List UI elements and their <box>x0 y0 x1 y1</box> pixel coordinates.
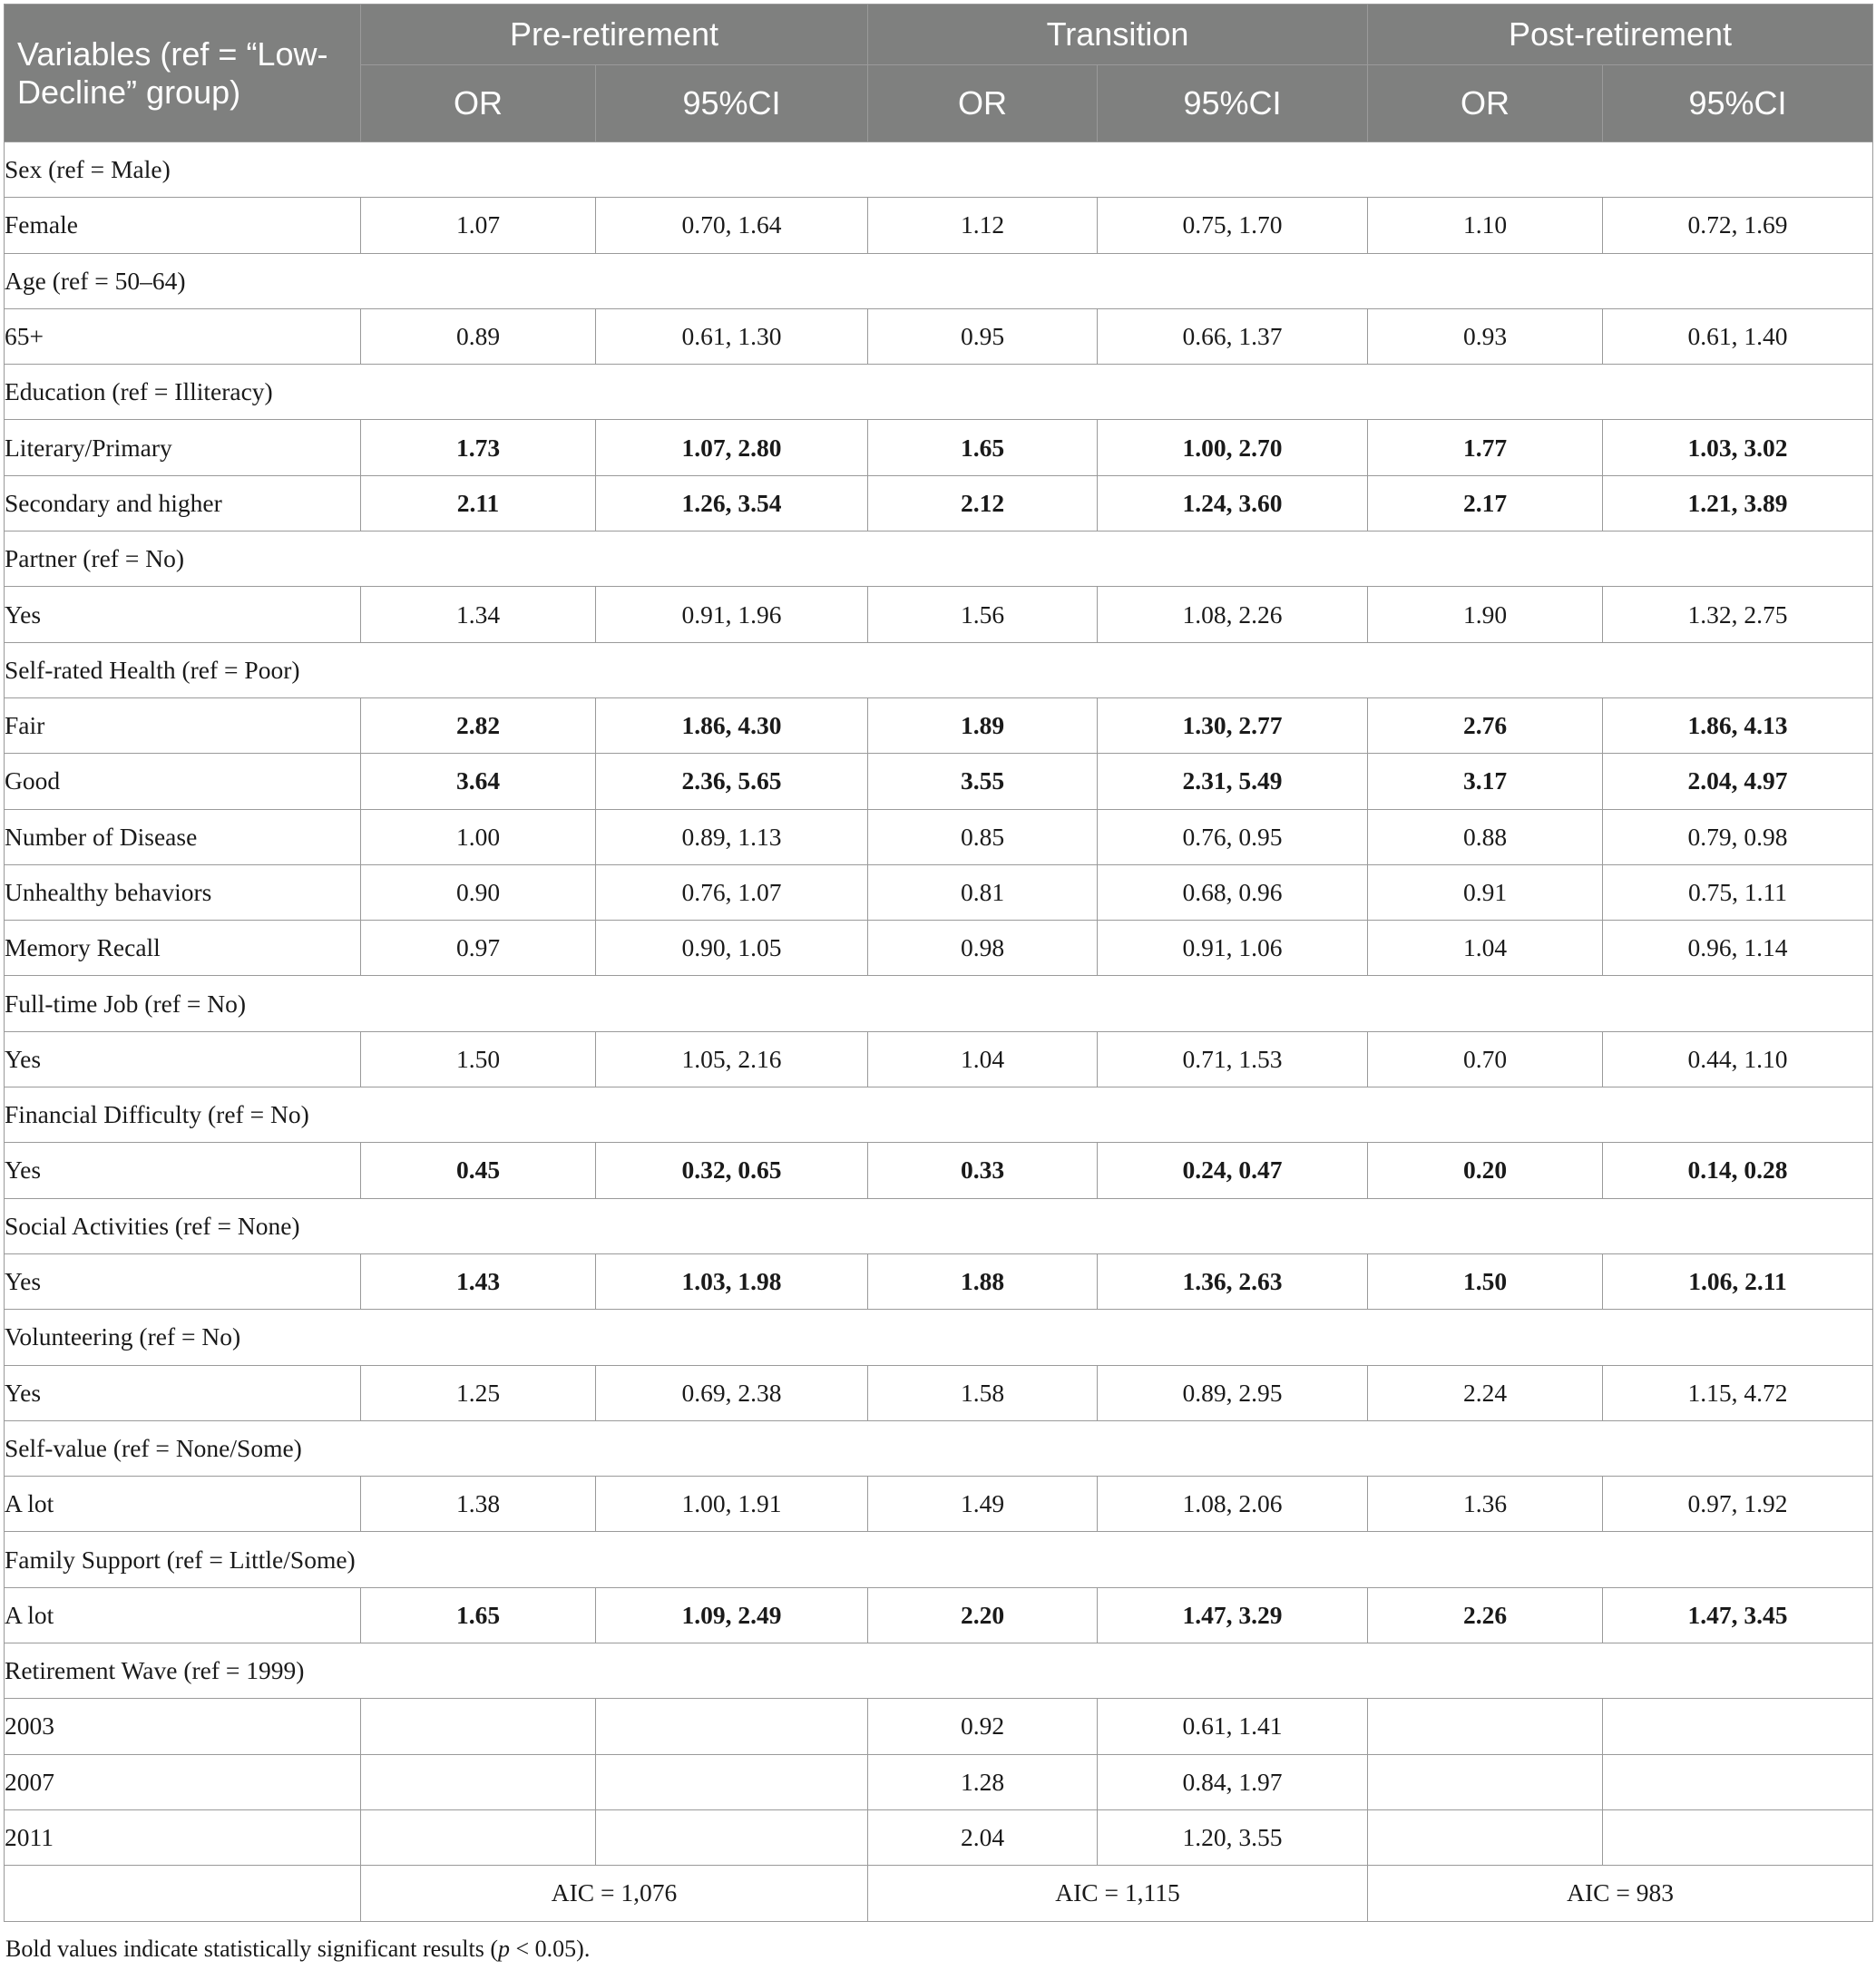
empty-cell <box>596 142 868 198</box>
or-value: 1.65 <box>361 1587 596 1643</box>
empty-cell <box>1603 1420 1873 1476</box>
ci-header: 95%CI <box>1603 65 1873 142</box>
or-value <box>361 1699 596 1754</box>
empty-cell <box>1368 142 1603 198</box>
category-label: Partner (ref = No) <box>5 532 361 587</box>
empty-cell <box>596 642 868 697</box>
row-label: 2007 <box>5 1754 361 1809</box>
or-value: 1.36 <box>1368 1477 1603 1532</box>
row-label: Yes <box>5 1365 361 1420</box>
empty-cell <box>361 1310 596 1365</box>
ci-value: 1.21, 3.89 <box>1603 475 1873 531</box>
ci-value: 0.70, 1.64 <box>596 198 868 253</box>
or-value: 1.28 <box>868 1754 1098 1809</box>
ci-value <box>596 1809 868 1865</box>
table-row <box>5 697 1873 753</box>
empty-cell <box>1368 642 1603 697</box>
ci-value: 0.76, 1.07 <box>596 864 868 920</box>
or-value: 1.65 <box>868 420 1098 475</box>
aic-row <box>5 1866 1873 1921</box>
category-row <box>5 532 1873 587</box>
empty-cell <box>361 642 596 697</box>
ci-value: 0.89, 1.13 <box>596 809 868 864</box>
ci-value: 1.03, 1.98 <box>596 1253 868 1309</box>
empty-cell <box>361 1087 596 1143</box>
or-value: 0.92 <box>868 1699 1098 1754</box>
ci-value <box>1603 1809 1873 1865</box>
or-value: 1.50 <box>1368 1253 1603 1309</box>
category-label: Sex (ref = Male) <box>5 142 361 198</box>
table-row <box>5 1587 1873 1643</box>
or-value: 1.90 <box>1368 587 1603 642</box>
ci-value <box>596 1754 868 1809</box>
ci-value: 0.76, 0.95 <box>1098 809 1368 864</box>
empty-cell <box>596 1087 868 1143</box>
empty-cell <box>1098 1532 1368 1587</box>
table-row <box>5 420 1873 475</box>
table-row <box>5 1143 1873 1198</box>
or-value: 3.17 <box>1368 754 1603 809</box>
empty-cell <box>868 1310 1098 1365</box>
or-value: 1.88 <box>868 1253 1098 1309</box>
or-value: 1.38 <box>361 1477 596 1532</box>
or-value: 1.04 <box>1368 921 1603 976</box>
category-row <box>5 253 1873 308</box>
empty-cell <box>1603 253 1873 308</box>
or-value: 2.04 <box>868 1809 1098 1865</box>
ci-value <box>1603 1754 1873 1809</box>
or-value: 0.89 <box>361 308 596 364</box>
category-label: Self-value (ref = None/Some) <box>5 1420 361 1476</box>
ci-header: 95%CI <box>1098 65 1368 142</box>
row-label: Yes <box>5 587 361 642</box>
or-value: 0.93 <box>1368 308 1603 364</box>
or-value: 3.55 <box>868 754 1098 809</box>
or-value: 0.98 <box>868 921 1098 976</box>
aic-post-retirement: AIC = 983 <box>1368 1866 1873 1921</box>
empty-cell <box>1603 365 1873 420</box>
ci-value: 0.79, 0.98 <box>1603 809 1873 864</box>
or-value: 1.58 <box>868 1365 1098 1420</box>
ci-value: 0.75, 1.11 <box>1603 864 1873 920</box>
row-label: 2011 <box>5 1809 361 1865</box>
or-value: 1.73 <box>361 420 596 475</box>
empty-cell <box>868 1420 1098 1476</box>
table-row <box>5 1699 1873 1754</box>
table-row <box>5 198 1873 253</box>
ci-value: 1.47, 3.29 <box>1098 1587 1368 1643</box>
row-label: Literary/Primary <box>5 420 361 475</box>
empty-cell <box>868 142 1098 198</box>
category-label: Social Activities (ref = None) <box>5 1198 361 1253</box>
ci-value: 0.91, 1.96 <box>596 587 868 642</box>
category-label: Full-time Job (ref = No) <box>5 976 361 1031</box>
ci-value: 1.00, 1.91 <box>596 1477 868 1532</box>
empty-cell <box>361 532 596 587</box>
empty-cell <box>596 253 868 308</box>
empty-cell <box>1098 1310 1368 1365</box>
or-header: OR <box>868 65 1098 142</box>
empty-cell <box>868 253 1098 308</box>
category-row <box>5 142 1873 198</box>
ci-value: 1.86, 4.30 <box>596 697 868 753</box>
empty-cell <box>1098 142 1368 198</box>
empty-cell <box>1098 253 1368 308</box>
empty-cell <box>868 1643 1098 1699</box>
or-value: 0.85 <box>868 809 1098 864</box>
row-label: 65+ <box>5 308 361 364</box>
empty-cell <box>1368 1532 1603 1587</box>
row-label: 2003 <box>5 1699 361 1754</box>
table-row <box>5 1809 1873 1865</box>
row-label: Good <box>5 754 361 809</box>
or-value: 0.91 <box>1368 864 1603 920</box>
or-header: OR <box>1368 65 1603 142</box>
empty-cell <box>1368 1198 1603 1253</box>
ci-value: 0.14, 0.28 <box>1603 1143 1873 1198</box>
or-value: 1.77 <box>1368 420 1603 475</box>
or-value <box>361 1754 596 1809</box>
ci-value <box>1603 1699 1873 1754</box>
ci-value: 1.03, 3.02 <box>1603 420 1873 475</box>
ci-value: 0.68, 0.96 <box>1098 864 1368 920</box>
empty-cell <box>361 253 596 308</box>
ci-value <box>596 1699 868 1754</box>
category-row <box>5 1420 1873 1476</box>
category-row <box>5 976 1873 1031</box>
group-header-post-retirement: Post-retirement <box>1368 5 1873 65</box>
or-value: 0.45 <box>361 1143 596 1198</box>
category-row <box>5 642 1873 697</box>
or-value <box>1368 1754 1603 1809</box>
table-row <box>5 864 1873 920</box>
ci-value: 0.97, 1.92 <box>1603 1477 1873 1532</box>
ci-value: 2.04, 4.97 <box>1603 754 1873 809</box>
empty-cell <box>596 365 868 420</box>
or-value: 2.17 <box>1368 475 1603 531</box>
or-value: 0.95 <box>868 308 1098 364</box>
category-row <box>5 1198 1873 1253</box>
ci-value: 1.20, 3.55 <box>1098 1809 1368 1865</box>
group-header-transition: Transition <box>868 5 1368 65</box>
or-value: 1.10 <box>1368 198 1603 253</box>
table-row <box>5 1031 1873 1087</box>
or-value: 0.90 <box>361 864 596 920</box>
ci-value: 0.61, 1.41 <box>1098 1699 1368 1754</box>
table-body <box>5 142 1873 1922</box>
ci-value: 0.61, 1.30 <box>596 308 868 364</box>
ci-value: 1.00, 2.70 <box>1098 420 1368 475</box>
ci-value: 0.72, 1.69 <box>1603 198 1873 253</box>
ci-value: 0.61, 1.40 <box>1603 308 1873 364</box>
table-row <box>5 587 1873 642</box>
ci-value: 1.36, 2.63 <box>1098 1253 1368 1309</box>
empty-cell <box>868 976 1098 1031</box>
row-label: Memory Recall <box>5 921 361 976</box>
empty-cell <box>1098 1420 1368 1476</box>
empty-cell <box>1603 532 1873 587</box>
category-label: Family Support (ref = Little/Some) <box>5 1532 361 1587</box>
empty-cell <box>596 1198 868 1253</box>
table-row <box>5 754 1873 809</box>
empty-cell <box>1368 976 1603 1031</box>
empty-cell <box>1603 1532 1873 1587</box>
empty-cell <box>1098 532 1368 587</box>
or-value <box>1368 1699 1603 1754</box>
category-label: Age (ref = 50–64) <box>5 253 361 308</box>
category-row <box>5 1532 1873 1587</box>
empty-cell <box>596 1643 868 1699</box>
row-label: Female <box>5 198 361 253</box>
empty-cell <box>361 1420 596 1476</box>
or-value <box>1368 1809 1603 1865</box>
empty-cell <box>1603 1198 1873 1253</box>
empty-cell <box>1368 253 1603 308</box>
variables-header: Variables (ref = “Low-Decline” group) <box>5 5 361 142</box>
aic-label-cell <box>5 1866 361 1921</box>
ci-value: 1.06, 2.11 <box>1603 1253 1873 1309</box>
category-row <box>5 365 1873 420</box>
or-value: 2.11 <box>361 475 596 531</box>
empty-cell <box>596 532 868 587</box>
empty-cell <box>596 1420 868 1476</box>
ci-value: 2.31, 5.49 <box>1098 754 1368 809</box>
ci-value: 1.30, 2.77 <box>1098 697 1368 753</box>
or-value: 1.00 <box>361 809 596 864</box>
empty-cell <box>361 365 596 420</box>
ci-value: 0.44, 1.10 <box>1603 1031 1873 1087</box>
or-value: 1.56 <box>868 587 1098 642</box>
empty-cell <box>1098 1198 1368 1253</box>
ci-value: 0.90, 1.05 <box>596 921 868 976</box>
row-label: Number of Disease <box>5 809 361 864</box>
empty-cell <box>1368 532 1603 587</box>
or-value: 1.49 <box>868 1477 1098 1532</box>
empty-cell <box>596 976 868 1031</box>
empty-cell <box>1098 1643 1368 1699</box>
empty-cell <box>868 365 1098 420</box>
category-label: Retirement Wave (ref = 1999) <box>5 1643 361 1699</box>
or-value: 1.12 <box>868 198 1098 253</box>
category-row <box>5 1087 1873 1143</box>
empty-cell <box>1368 1643 1603 1699</box>
ci-value: 0.96, 1.14 <box>1603 921 1873 976</box>
table-row <box>5 1477 1873 1532</box>
empty-cell <box>596 1310 868 1365</box>
ci-value: 0.69, 2.38 <box>596 1365 868 1420</box>
ci-value: 0.91, 1.06 <box>1098 921 1368 976</box>
ci-value: 1.07, 2.80 <box>596 420 868 475</box>
empty-cell <box>868 1087 1098 1143</box>
or-value: 1.25 <box>361 1365 596 1420</box>
ci-value: 1.47, 3.45 <box>1603 1587 1873 1643</box>
or-value: 2.26 <box>1368 1587 1603 1643</box>
table-row <box>5 1365 1873 1420</box>
empty-cell <box>868 1532 1098 1587</box>
empty-cell <box>1603 976 1873 1031</box>
ci-value: 1.09, 2.49 <box>596 1587 868 1643</box>
empty-cell <box>1368 1087 1603 1143</box>
empty-cell <box>596 1532 868 1587</box>
or-value: 0.20 <box>1368 1143 1603 1198</box>
empty-cell <box>1098 1087 1368 1143</box>
empty-cell <box>361 1198 596 1253</box>
or-value: 0.70 <box>1368 1031 1603 1087</box>
table-row <box>5 809 1873 864</box>
ci-header: 95%CI <box>596 65 868 142</box>
empty-cell <box>361 976 596 1031</box>
footnote-p-symbol: p <box>498 1936 510 1962</box>
or-value: 0.33 <box>868 1143 1098 1198</box>
row-label: Fair <box>5 697 361 753</box>
table-row <box>5 1754 1873 1809</box>
ci-value: 1.08, 2.06 <box>1098 1477 1368 1532</box>
empty-cell <box>1603 142 1873 198</box>
empty-cell <box>361 142 596 198</box>
category-label: Self-rated Health (ref = Poor) <box>5 642 361 697</box>
or-value: 0.81 <box>868 864 1098 920</box>
ci-value: 1.05, 2.16 <box>596 1031 868 1087</box>
row-label: A lot <box>5 1477 361 1532</box>
or-value <box>361 1809 596 1865</box>
or-value: 1.43 <box>361 1253 596 1309</box>
row-label: Unhealthy behaviors <box>5 864 361 920</box>
or-value: 2.82 <box>361 697 596 753</box>
empty-cell <box>1603 642 1873 697</box>
empty-cell <box>868 642 1098 697</box>
table-row <box>5 308 1873 364</box>
ci-value: 1.08, 2.26 <box>1098 587 1368 642</box>
aic-transition: AIC = 1,115 <box>868 1866 1368 1921</box>
or-value: 2.76 <box>1368 697 1603 753</box>
category-label: Volunteering (ref = No) <box>5 1310 361 1365</box>
footnote-threshold: < 0.05). <box>510 1936 591 1962</box>
or-value: 1.04 <box>868 1031 1098 1087</box>
ci-value: 2.36, 5.65 <box>596 754 868 809</box>
ci-value: 1.24, 3.60 <box>1098 475 1368 531</box>
empty-cell <box>1368 365 1603 420</box>
empty-cell <box>1098 642 1368 697</box>
or-value: 0.97 <box>361 921 596 976</box>
ci-value: 0.66, 1.37 <box>1098 308 1368 364</box>
or-value: 2.20 <box>868 1587 1098 1643</box>
ci-value: 0.84, 1.97 <box>1098 1754 1368 1809</box>
table-row <box>5 921 1873 976</box>
table-footnote <box>5 1936 590 1963</box>
or-value: 1.50 <box>361 1031 596 1087</box>
ci-value: 0.24, 0.47 <box>1098 1143 1368 1198</box>
ci-value: 1.32, 2.75 <box>1603 587 1873 642</box>
row-label: Yes <box>5 1143 361 1198</box>
row-label: Yes <box>5 1253 361 1309</box>
empty-cell <box>361 1643 596 1699</box>
category-label: Financial Difficulty (ref = No) <box>5 1087 361 1143</box>
empty-cell <box>361 1532 596 1587</box>
empty-cell <box>1368 1420 1603 1476</box>
or-value: 1.34 <box>361 587 596 642</box>
ci-value: 1.15, 4.72 <box>1603 1365 1873 1420</box>
category-row <box>5 1310 1873 1365</box>
row-label: Yes <box>5 1031 361 1087</box>
or-value: 1.07 <box>361 198 596 253</box>
empty-cell <box>1603 1310 1873 1365</box>
or-value: 1.89 <box>868 697 1098 753</box>
empty-cell <box>868 532 1098 587</box>
empty-cell <box>1098 976 1368 1031</box>
category-row <box>5 1643 1873 1699</box>
category-label: Education (ref = Illiteracy) <box>5 365 361 420</box>
or-header: OR <box>361 65 596 142</box>
empty-cell <box>1603 1087 1873 1143</box>
row-label: Secondary and higher <box>5 475 361 531</box>
ci-value: 1.86, 4.13 <box>1603 697 1873 753</box>
ci-value: 0.89, 2.95 <box>1098 1365 1368 1420</box>
ci-value: 0.32, 0.65 <box>596 1143 868 1198</box>
table-row <box>5 1253 1873 1309</box>
row-label: A lot <box>5 1587 361 1643</box>
empty-cell <box>1603 1643 1873 1699</box>
empty-cell <box>868 1198 1098 1253</box>
or-value: 2.12 <box>868 475 1098 531</box>
or-value: 2.24 <box>1368 1365 1603 1420</box>
footnote-text: Bold values indicate statistically significant results ( <box>5 1936 498 1962</box>
or-value: 0.88 <box>1368 809 1603 864</box>
ci-value: 1.26, 3.54 <box>596 475 868 531</box>
empty-cell <box>1368 1310 1603 1365</box>
or-value: 3.64 <box>361 754 596 809</box>
empty-cell <box>1098 365 1368 420</box>
odds-ratio-table <box>4 4 1873 1922</box>
ci-value: 0.71, 1.53 <box>1098 1031 1368 1087</box>
ci-value: 0.75, 1.70 <box>1098 198 1368 253</box>
table-row <box>5 475 1873 531</box>
aic-pre-retirement: AIC = 1,076 <box>361 1866 868 1921</box>
group-header-pre-retirement: Pre-retirement <box>361 5 868 65</box>
